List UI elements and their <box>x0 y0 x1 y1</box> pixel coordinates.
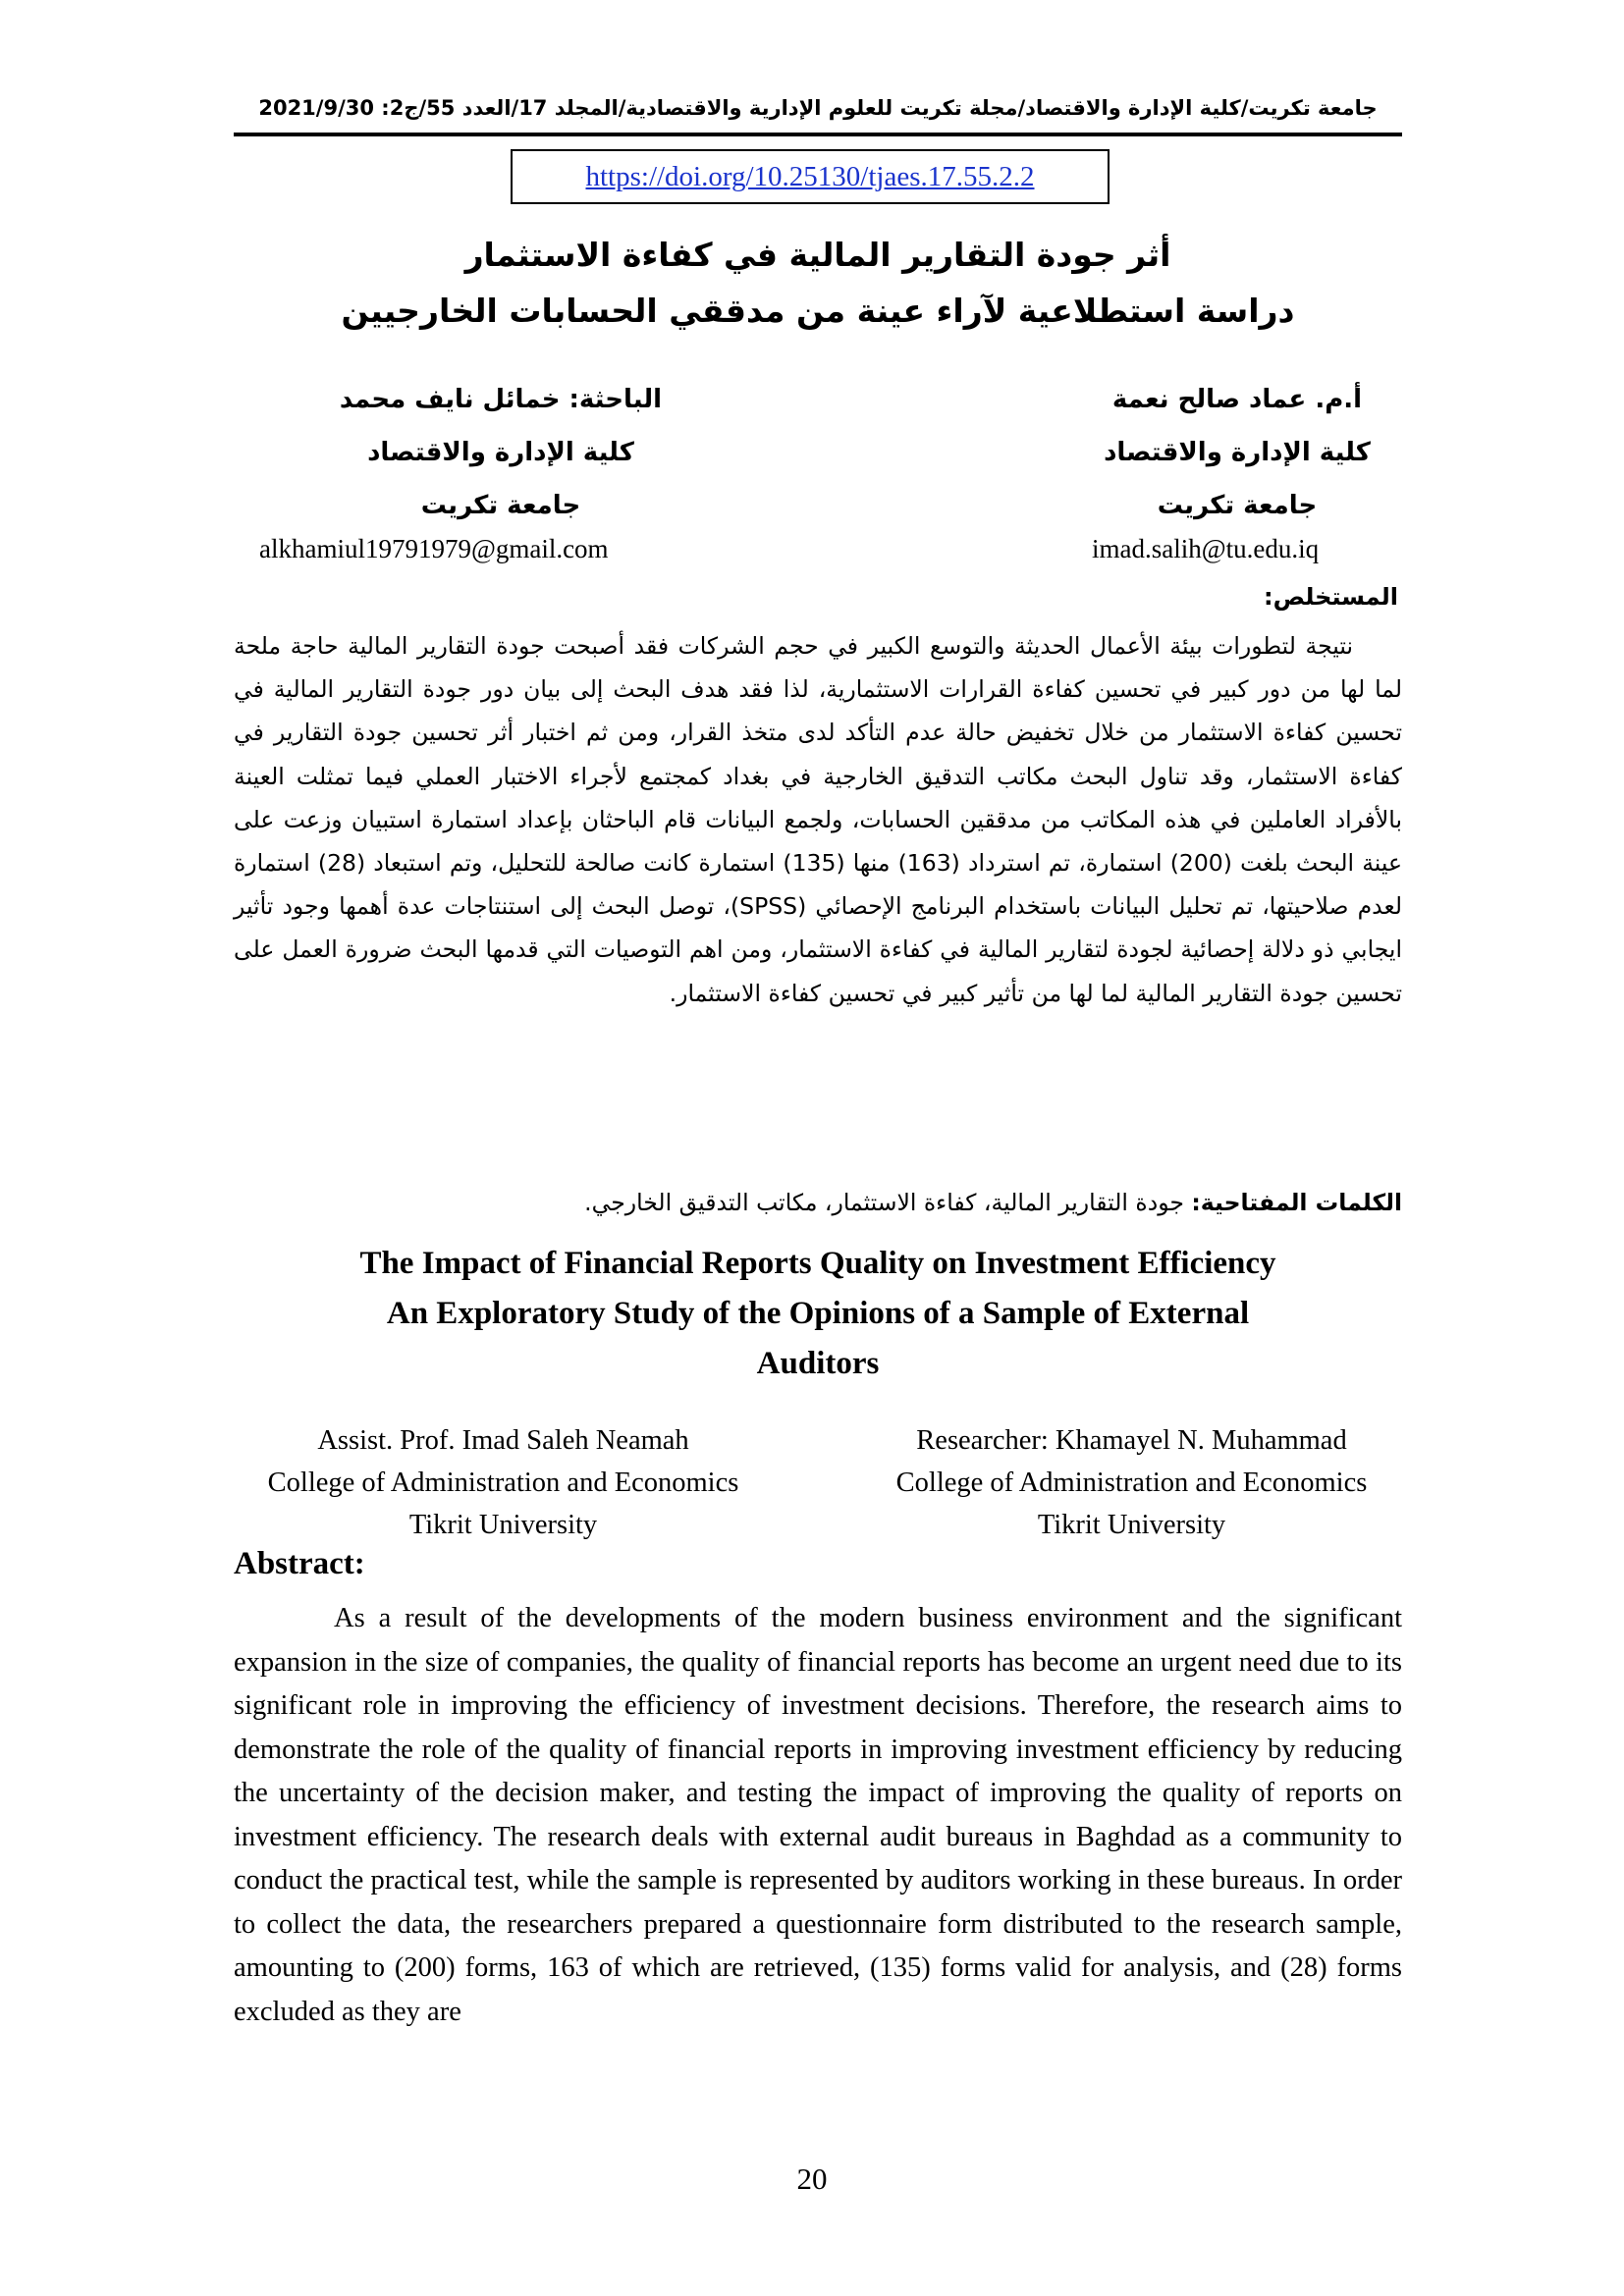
english-title-line1: The Impact of Financial Reports Quality on Investment Efficiency <box>359 1246 1276 1281</box>
journal-header: جامعة تكريت/كلية الإدارة والاقتصاد/مجلة تكريت للعلوم الإدارية والاقتصادية/المجلد 17/العدد 55/ج2: 2021/9/30 <box>258 96 1378 120</box>
arabic-author2 <box>304 373 697 532</box>
arabic-abstract-heading: المستخلص: <box>1264 583 1398 611</box>
english-author2-university: Tikrit University <box>1037 1510 1226 1540</box>
english-author2-college: College of Administration and Economics <box>895 1468 1368 1498</box>
english-author2-name: Researcher: Khamayel N. Muhammad <box>916 1425 1347 1456</box>
arabic-author2-email: alkhamiul19791979@gmail.com <box>259 534 609 563</box>
english-abstract-heading: Abstract: <box>234 1546 365 1581</box>
english-author1-university: Tikrit University <box>408 1510 598 1540</box>
arabic-keywords-text: جودة التقارير المالية، كفاءة الاستثمار، مكاتب التدقيق الخارجي. <box>584 1189 1184 1216</box>
arabic-author1-name: أ.م. عماد صالح نعمة <box>1111 385 1363 414</box>
doi-link[interactable]: https://doi.org/10.25130/tjaes.17.55.2.2 <box>585 160 1035 192</box>
header-rule <box>234 133 1402 136</box>
arabic-author2-college: كلية الإدارة والاقتصاد <box>367 438 634 467</box>
arabic-keywords-label: الكلمات المفتاحية: <box>1191 1189 1402 1216</box>
arabic-author1-email: imad.salih@tu.edu.iq <box>1092 534 1320 563</box>
english-title-line3: Auditors <box>756 1346 880 1381</box>
arabic-author2-name: الباحثة: خمائل نايف محمد <box>339 385 663 414</box>
english-author2 <box>864 1419 1399 1546</box>
arabic-author1-university: جامعة تكريت <box>1157 491 1318 520</box>
arabic-title-line2: دراسة استطلاعية لآراء عينة من مدققي الحسابات الخارجيين <box>341 292 1295 330</box>
arabic-author1-college: كلية الإدارة والاقتصاد <box>1104 438 1371 467</box>
arabic-abstract: نتيجة لتطورات بيئة الأعمال الحديثة والتوسع الكبير في حجم الشركات فقد أصبحت جودة التقارير المالية حاجة ملحة لما لها من دور كبير في تحسين كفاءة القرارات الاستثمارية، لذا فقد هدف البحث إلى بيان دور جودة التقارير المالية في تحسين كفاءة الاستثمار من خلال تخفيض حالة عدم التأكد لدى متخذ القرار، ومن ثم اختبار أثر تحسين جودة التقارير في كفاءة الاستثمار، وقد تناول البحث مكاتب التدقيق الخارجية في بغداد كمجتمع لأجراء الاختبار العملي فيما تمثلت العينة بالأفراد العاملين في هذه المكاتب من مدققين الحسابات، ولجمع البيانات قام الباحثان بإعداد استمارة استبيان وزعت على عينة البحث بلغت (200) استمارة، تم استرداد (163) منها (135) استمارة كانت صالحة للتحليل، وتم استبعاد (28) استمارة لعدم صلاحيتها، تم تحليل البيانات باستخدام البرنامج الإحصائي (SPSS)، توصل البحث إلى استنتاجات عدة أهمها وجود تأثير ايجابي ذو دلالة إحصائية لجودة لتقارير المالية في كفاءة الاستثمار، ومن اهم التوصيات التي قدمها البحث ضرورة العمل على تحسين جودة التقارير المالية لما لها من تأثير كبير في تحسين كفاءة الاستثمار. <box>234 632 1403 1007</box>
doi-box <box>511 149 1110 204</box>
arabic-title-line1: أثر جودة التقارير المالية في كفاءة الاستثمار <box>464 236 1171 274</box>
english-author1 <box>236 1419 771 1546</box>
english-title-line2: An Exploratory Study of the Opinions of a Sample of External <box>386 1296 1250 1331</box>
english-abstract: As a result of the developments of the modern business environment and the significant expansion in the size of companies, the quality of financial reports has become an urgent need due to its significant role in improving the efficiency of investment decisions. Therefore, the research aims to demonstrate the role of the quality of financial reports in improving investment efficiency by reducing the uncertainty of the decision maker, and testing the impact of improving the quality of reports on investment efficiency. The research deals with external audit bureaus in Baghdad as a community to conduct the practical test, while the sample is represented by auditors working in these bureaus. In order to collect the data, the researchers prepared a questionnaire form distributed to the research sample, amounting to (200) forms, 163 of which are retrieved, (135) forms valid for analysis, and (28) forms excluded as they are <box>234 1603 1402 2027</box>
arabic-author1 <box>1060 373 1414 532</box>
english-title <box>234 1239 1402 1389</box>
arabic-author2-university: جامعة تكريت <box>420 491 581 520</box>
arabic-keywords <box>234 1189 1402 1216</box>
english-author1-name: Assist. Prof. Imad Saleh Neamah <box>317 1425 689 1456</box>
english-author1-college: College of Administration and Economics <box>267 1468 739 1498</box>
page-number: 20 <box>796 2162 828 2196</box>
